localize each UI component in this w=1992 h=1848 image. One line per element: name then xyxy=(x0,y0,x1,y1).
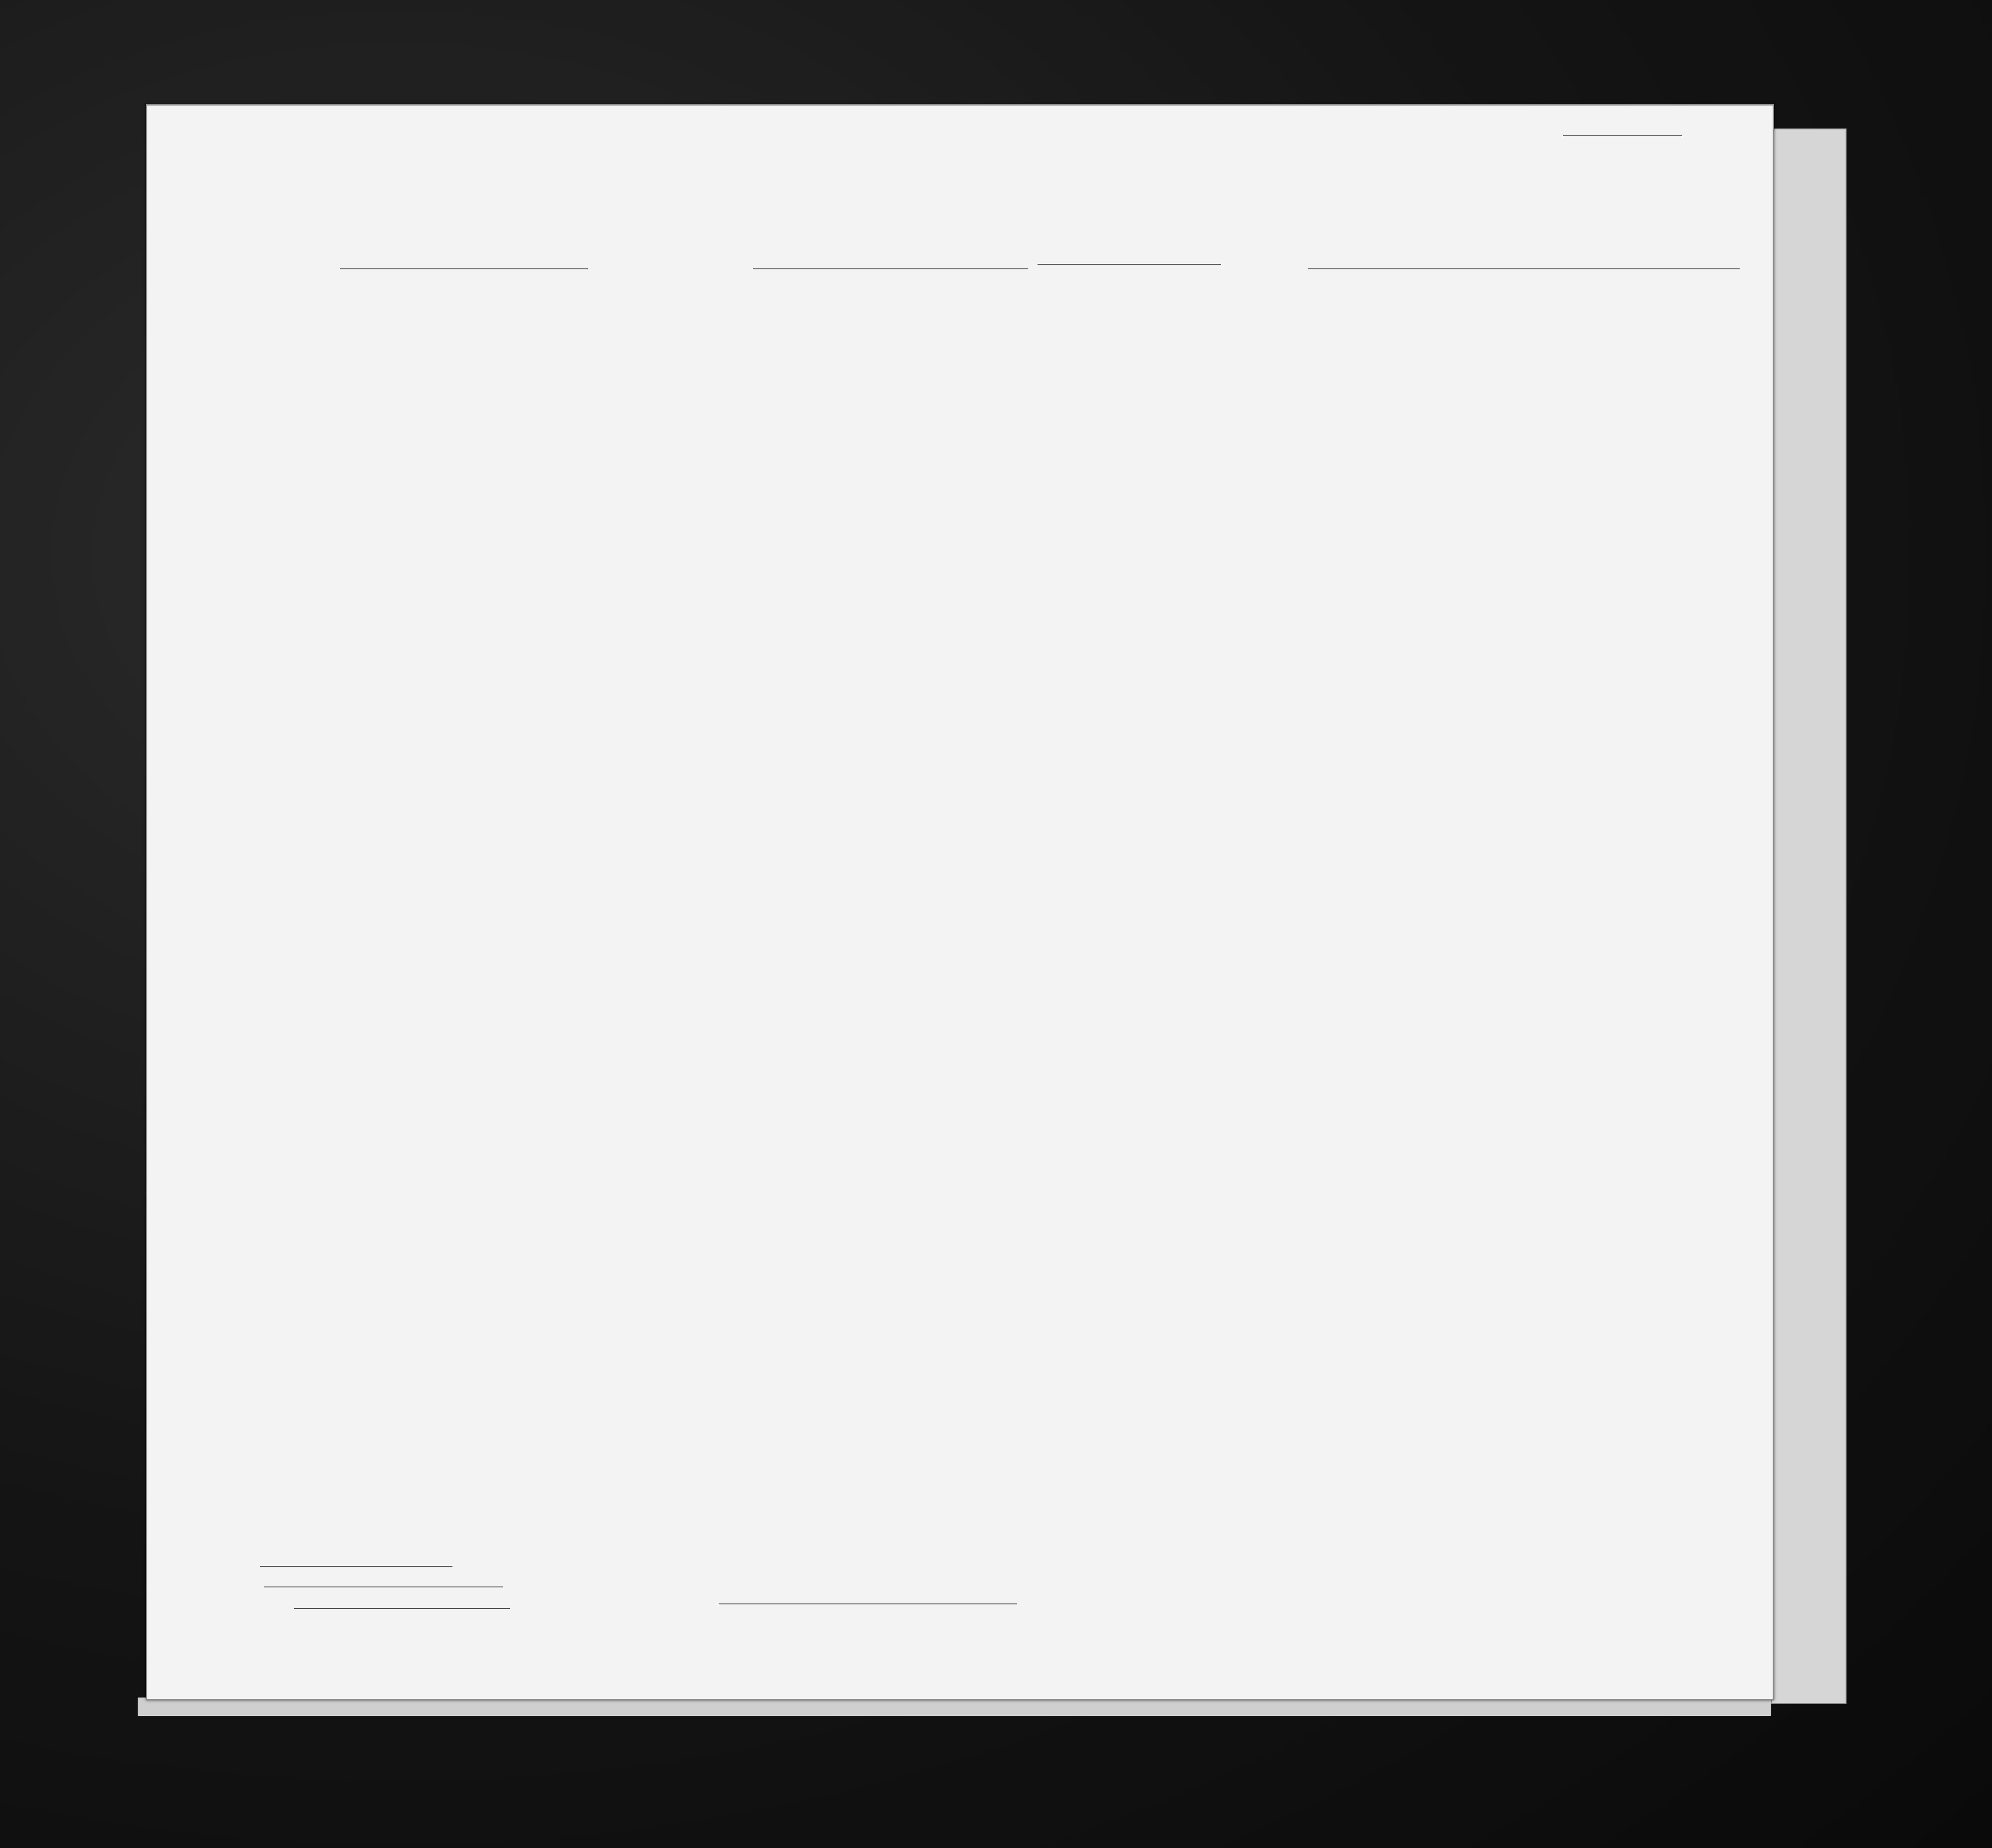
table-grid xyxy=(147,106,1773,1699)
owners-value xyxy=(264,1586,503,1587)
manifest-sheet xyxy=(146,104,1774,1700)
line-value xyxy=(260,1566,452,1567)
agents-value xyxy=(294,1608,510,1609)
immigrant-inspector-label xyxy=(719,1603,1017,1608)
underlying-sheet-edge xyxy=(1771,128,1847,1704)
underlying-sheet-bottom xyxy=(138,1698,1771,1716)
sheet-number-label xyxy=(1563,135,1682,136)
arrival-date-stamp xyxy=(1038,264,1221,265)
arriving-port xyxy=(753,268,1028,269)
vessel-name xyxy=(340,268,588,269)
from-port xyxy=(1308,268,1740,269)
